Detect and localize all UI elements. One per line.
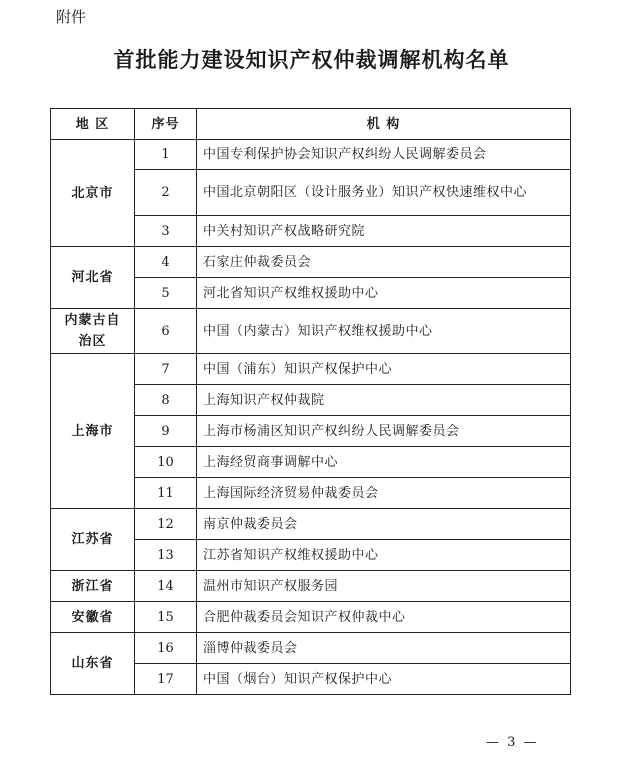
org-cell: 河北省知识产权维权援助中心 <box>197 278 571 309</box>
region-cell: 上海市 <box>51 354 135 509</box>
org-cell: 中国（浦东）知识产权保护中心 <box>197 354 571 385</box>
seq-cell: 6 <box>135 309 197 354</box>
org-cell: 上海市杨浦区知识产权纠纷人民调解委员会 <box>197 416 571 447</box>
document-title: 首批能力建设知识产权仲裁调解机构名单 <box>113 47 510 72</box>
page-number: — 3 — <box>486 735 539 750</box>
seq-cell: 1 <box>135 140 197 170</box>
region-cell: 山东省 <box>51 633 135 695</box>
header-region: 地 区 <box>51 109 135 140</box>
seq-cell: 11 <box>135 478 197 509</box>
table-row <box>51 602 571 633</box>
org-cell: 上海国际经济贸易仲裁委员会 <box>197 478 571 509</box>
table-row <box>51 247 571 278</box>
seq-cell: 8 <box>135 385 197 416</box>
seq-cell: 16 <box>135 633 197 664</box>
seq-cell: 14 <box>135 571 197 602</box>
table-row <box>51 633 571 664</box>
seq-cell: 10 <box>135 447 197 478</box>
org-cell: 上海知识产权仲裁院 <box>197 385 571 416</box>
header-seq: 序号 <box>135 109 197 140</box>
region-cell: 安徽省 <box>51 602 135 633</box>
table-row <box>51 354 571 385</box>
region-cell: 北京市 <box>51 140 135 247</box>
seq-cell: 4 <box>135 247 197 278</box>
attachment-label: 附件 <box>56 8 87 26</box>
org-cell: 淄博仲裁委员会 <box>197 633 571 664</box>
seq-cell: 7 <box>135 354 197 385</box>
region-cell: 浙江省 <box>51 571 135 602</box>
seq-cell: 13 <box>135 540 197 571</box>
org-cell: 中国（烟台）知识产权保护中心 <box>197 664 571 695</box>
table-row <box>51 140 571 170</box>
org-cell: 中国北京朝阳区（设计服务业）知识产权快速维权中心 <box>197 170 571 216</box>
org-cell: 合肥仲裁委员会知识产权仲裁中心 <box>197 602 571 633</box>
region-cell: 河北省 <box>51 247 135 309</box>
seq-cell: 15 <box>135 602 197 633</box>
seq-cell: 2 <box>135 170 197 216</box>
region-cell: 江苏省 <box>51 509 135 571</box>
table-row <box>51 509 571 540</box>
header-org: 机 构 <box>197 109 571 140</box>
org-cell: 上海经贸商事调解中心 <box>197 447 571 478</box>
table-row <box>51 309 571 354</box>
seq-cell: 12 <box>135 509 197 540</box>
table-row <box>51 571 571 602</box>
org-cell: 石家庄仲裁委员会 <box>197 247 571 278</box>
seq-cell: 9 <box>135 416 197 447</box>
org-cell: 中国（内蒙古）知识产权维权援助中心 <box>197 309 571 354</box>
seq-cell: 3 <box>135 216 197 247</box>
seq-cell: 5 <box>135 278 197 309</box>
org-cell: 温州市知识产权服务园 <box>197 571 571 602</box>
org-cell: 中国专利保护协会知识产权纠纷人民调解委员会 <box>197 140 571 170</box>
table-body <box>51 140 571 695</box>
org-cell: 南京仲裁委员会 <box>197 509 571 540</box>
institution-table <box>50 108 571 695</box>
region-cell: 内蒙古自治区 <box>51 309 135 354</box>
seq-cell: 17 <box>135 664 197 695</box>
org-cell: 中关村知识产权战略研究院 <box>197 216 571 247</box>
org-cell: 江苏省知识产权维权援助中心 <box>197 540 571 571</box>
table-header-row <box>51 109 571 140</box>
